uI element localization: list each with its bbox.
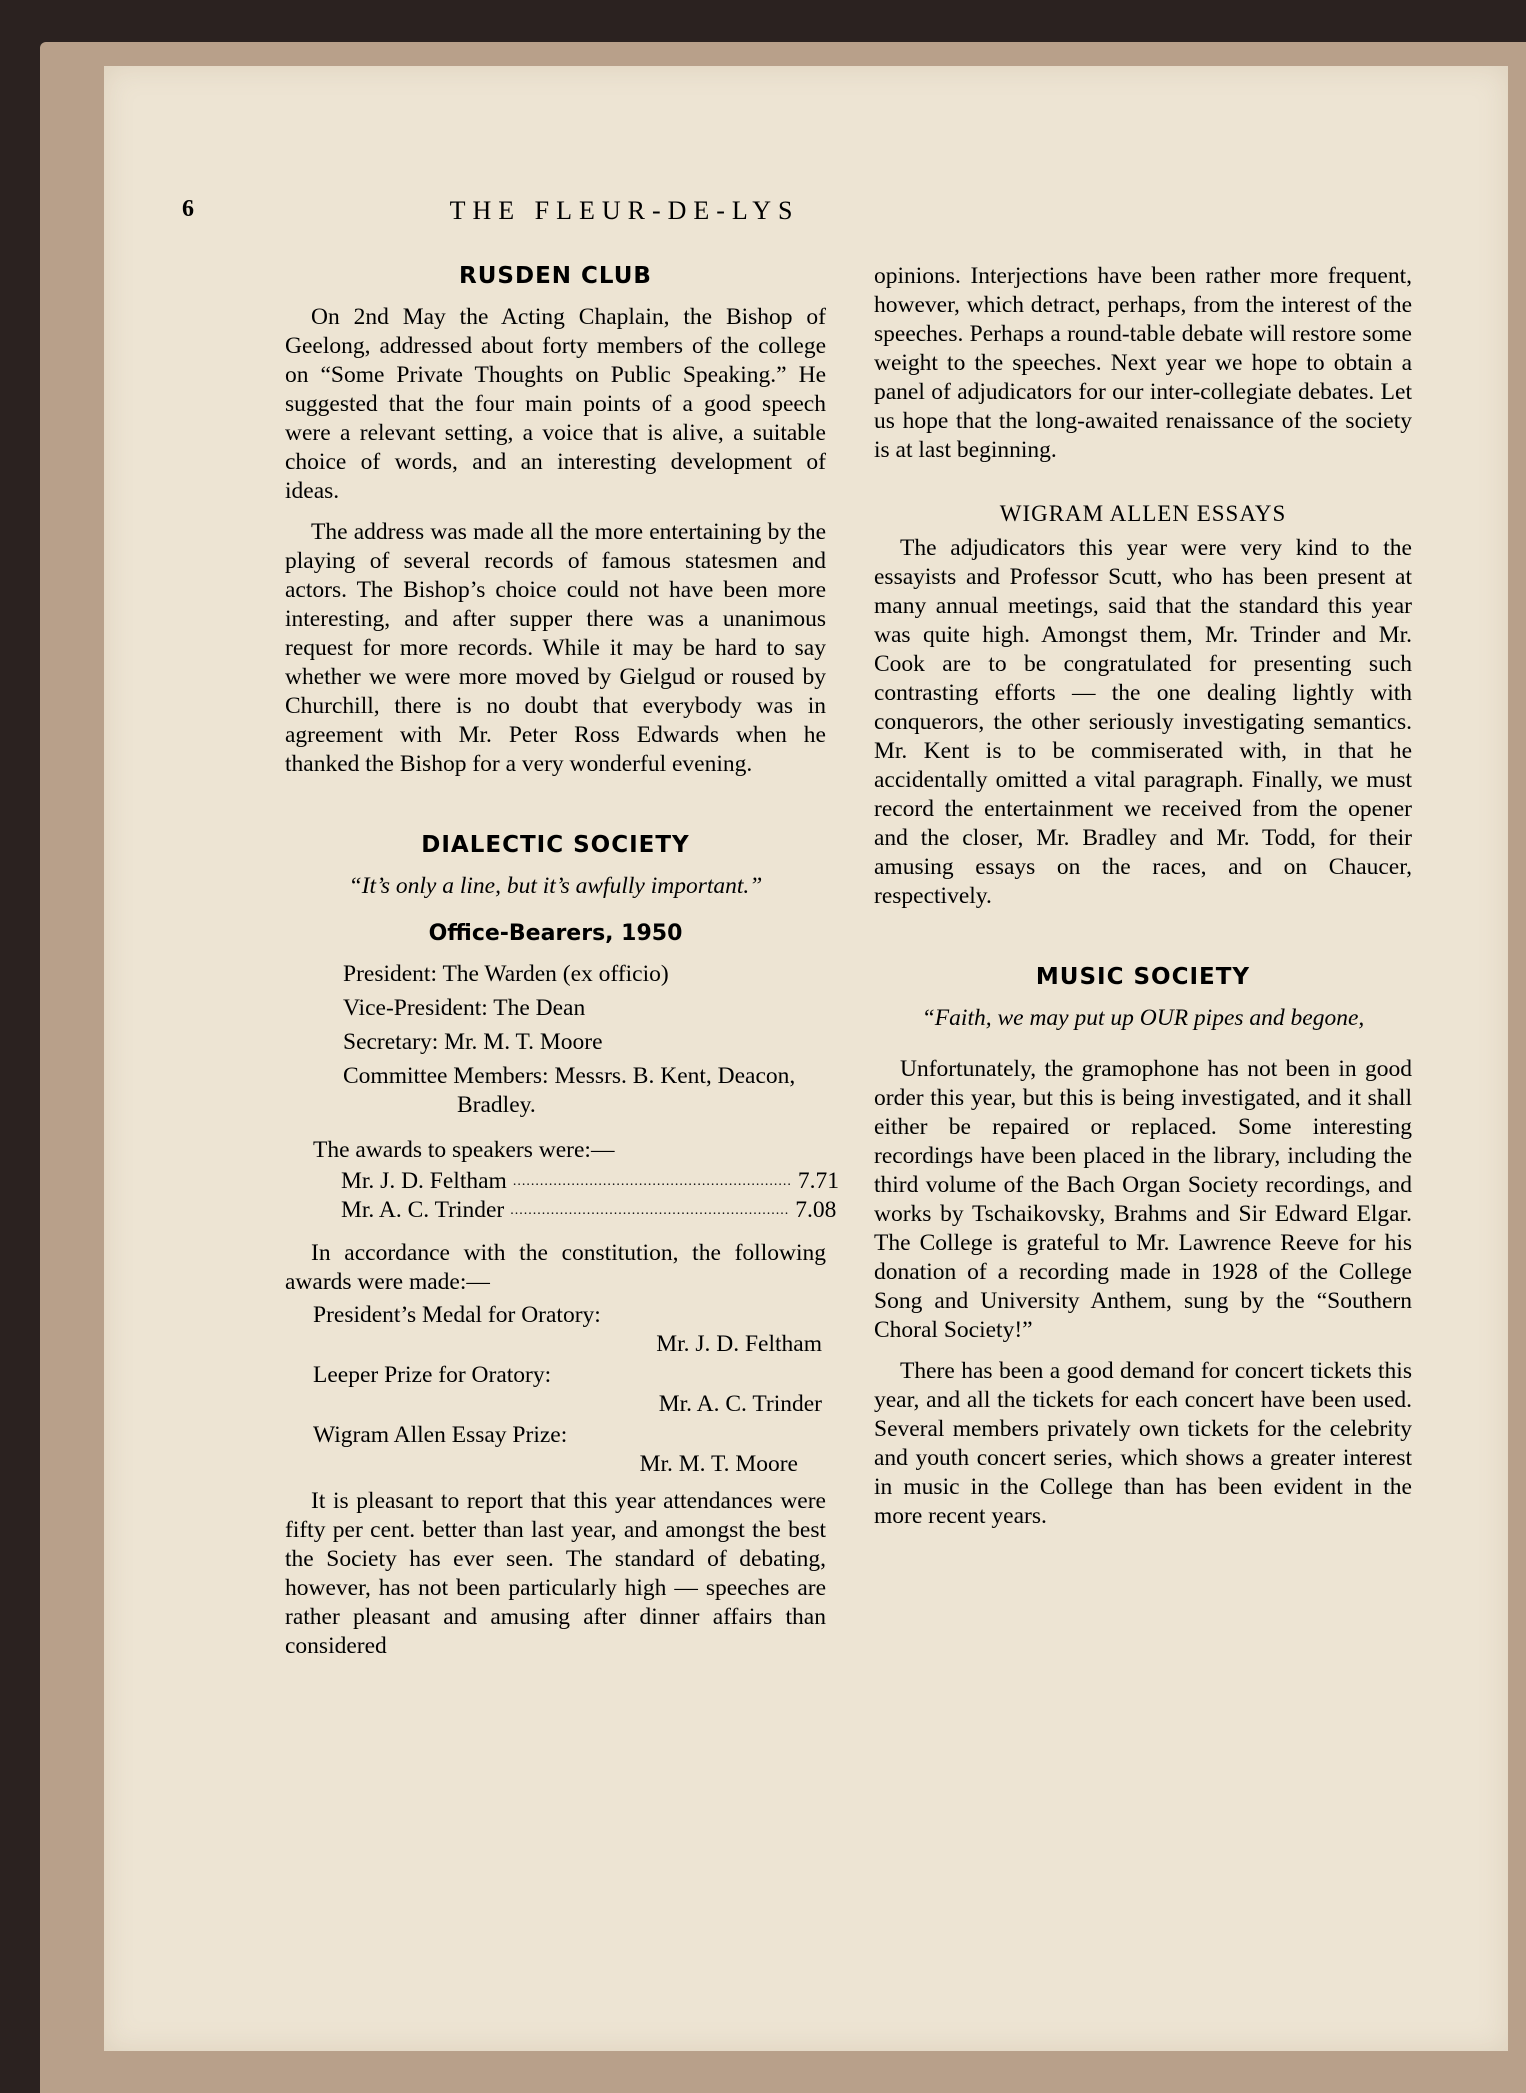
- left-column: [285, 262, 839, 1673]
- awards-intro: The awards to speakers were:—: [313, 1137, 615, 1163]
- medal-winner: Mr. J. D. Feltham: [656, 1331, 822, 1357]
- leader-dots: ..............................................................: [510, 1203, 790, 1218]
- wigram-paragraph: The adjudicators this year were very kind to the essayists and Professor Scutt, who has been present at many annual meetings, said that the standard this year was quite high. Amongst them, Mr. Trinder and Mr. Cook are to be congratulated for presenting such contrasting efforts — the one dealing lightly with conquerors, the other seriously investigating semantics. Mr. Kent is to be commiserated with, in that he accidentally omitted a vital paragraph. Finally, we must record the entertainment we received from the opener and the closer, Mr. Bradley and Mr. Todd, for their amusing essays on the races, and on Chaucer, respectively.: [874, 535, 1412, 909]
- music-society-section: [874, 963, 1412, 1531]
- medal-title: Wigram Allen Essay Prize:: [313, 1422, 568, 1448]
- dialectic-society-heading: DIALECTIC SOCIETY: [421, 832, 690, 858]
- medal-winner: Mr. A. C. Trinder: [658, 1391, 822, 1417]
- medal-title: Leeper Prize for Oratory:: [313, 1362, 552, 1388]
- rusden-paragraph: The address was made all the more entertaining by the playing of several records of famous statesmen and actors. The Bishop’s choice could not have been more interesting, and after supper there was a unanimous request for more records. While it may be hard to say whether we were more moved by Gielgud or roused by Churchill, there is no doubt that everybody was in agreement with Mr. Peter Ross Edwards when he thanked the Bishop for a very wonderful evening.: [285, 519, 826, 777]
- page-header: [182, 196, 1067, 226]
- rusden-paragraph: On 2nd May the Acting Chaplain, the Bishop of Geelong, addressed about forty members of the college on “Some Private Thoughts on Public Speaking.” He suggested that the four main points of a good speech were a relevant setting, a voice that is alive, a suitable choice of words, and an interesting development of ideas.: [285, 304, 826, 504]
- office-bearers-list: [343, 960, 826, 1120]
- office-bearer: President: The Warden (ex officio): [343, 961, 669, 987]
- dialectic-continuation: opinions. Interjections have been rather more frequent, however, which detract, perhaps, from the interest of the speeches. Perhaps a round-table debate will restore some weight to the speeches. Next year we hope to obtain a panel of adjudicators for our inter-collegiate debates. Let us hope that the long-awaited renaissance of the society is at last beginning.: [874, 263, 1412, 463]
- award-row: [341, 1167, 839, 1196]
- music-paragraph: There has been a good demand for concert tickets this year, and all the tickets for each concert have been used. Several members privately own tickets for the celebrity and youth concert series, which shows a greater interest in music in the College than has been evident in the more recent years.: [874, 1358, 1412, 1529]
- music-paragraph: Unfortunately, the gramophone has not been in good order this year, but this is being investigated, and it shall either be repaired or replaced. Some interesting recordings have been placed in the library, including the third volume of the Bach Organ Society recordings, and works by Tschaikovsky, Brahms and Sir Edward Elgar. The College is grateful to Mr. Lawrence Reeve for his donation of a recording made in 1928 of the College Song and University Anthem, sung by the “Southern Choral Society!”: [874, 1056, 1412, 1343]
- running-title: THE FLEUR-DE-LYS: [449, 196, 800, 225]
- rusden-club-section: [285, 262, 826, 779]
- page-number: 6: [182, 196, 194, 222]
- award-score: 7.71: [797, 1168, 839, 1194]
- award-name: Mr. A. C. Trinder: [341, 1197, 505, 1223]
- wigram-allen-heading: WIGRAM ALLEN ESSAYS: [999, 501, 1287, 526]
- award-name: Mr. J. D. Feltham: [341, 1168, 507, 1194]
- leader-dots: ..............................................................: [512, 1174, 792, 1189]
- rusden-club-heading: RUSDEN CLUB: [459, 263, 652, 289]
- wigram-allen-section: [874, 499, 1412, 911]
- award-score: 7.08: [795, 1197, 837, 1223]
- dialectic-motto: “It’s only a line, but it’s awfully important.”: [348, 873, 763, 899]
- medal-title: President’s Medal for Oratory:: [313, 1302, 601, 1328]
- office-bearers-heading: Office-Bearers, 1950: [428, 921, 683, 946]
- award-row: [341, 1196, 837, 1225]
- medal-winner: Mr. M. T. Moore: [639, 1451, 798, 1477]
- music-motto: “Faith, we may put up OUR pipes and begone,: [921, 1005, 1365, 1031]
- office-bearer: Committee Members: Messrs. B. Kent, Deacon, Bradley.: [343, 1063, 796, 1118]
- right-column: [874, 262, 1412, 1543]
- office-bearer: Vice-President: The Dean: [343, 995, 586, 1021]
- office-bearer: Secretary: Mr. M. T. Moore: [343, 1029, 603, 1055]
- constitution-text: In accordance with the constitution, the following awards were made:—: [285, 1240, 826, 1295]
- music-society-heading: MUSIC SOCIETY: [1035, 964, 1251, 990]
- dialectic-closing: It is pleasant to report that this year attendances were fifty per cent. better than last year, and amongst the best the Society has ever seen. The standard of debating, however, has not been particularly high — speeches are rather pleasant and amusing after dinner affairs than considered: [285, 1488, 826, 1659]
- dialectic-society-section: [285, 831, 839, 1661]
